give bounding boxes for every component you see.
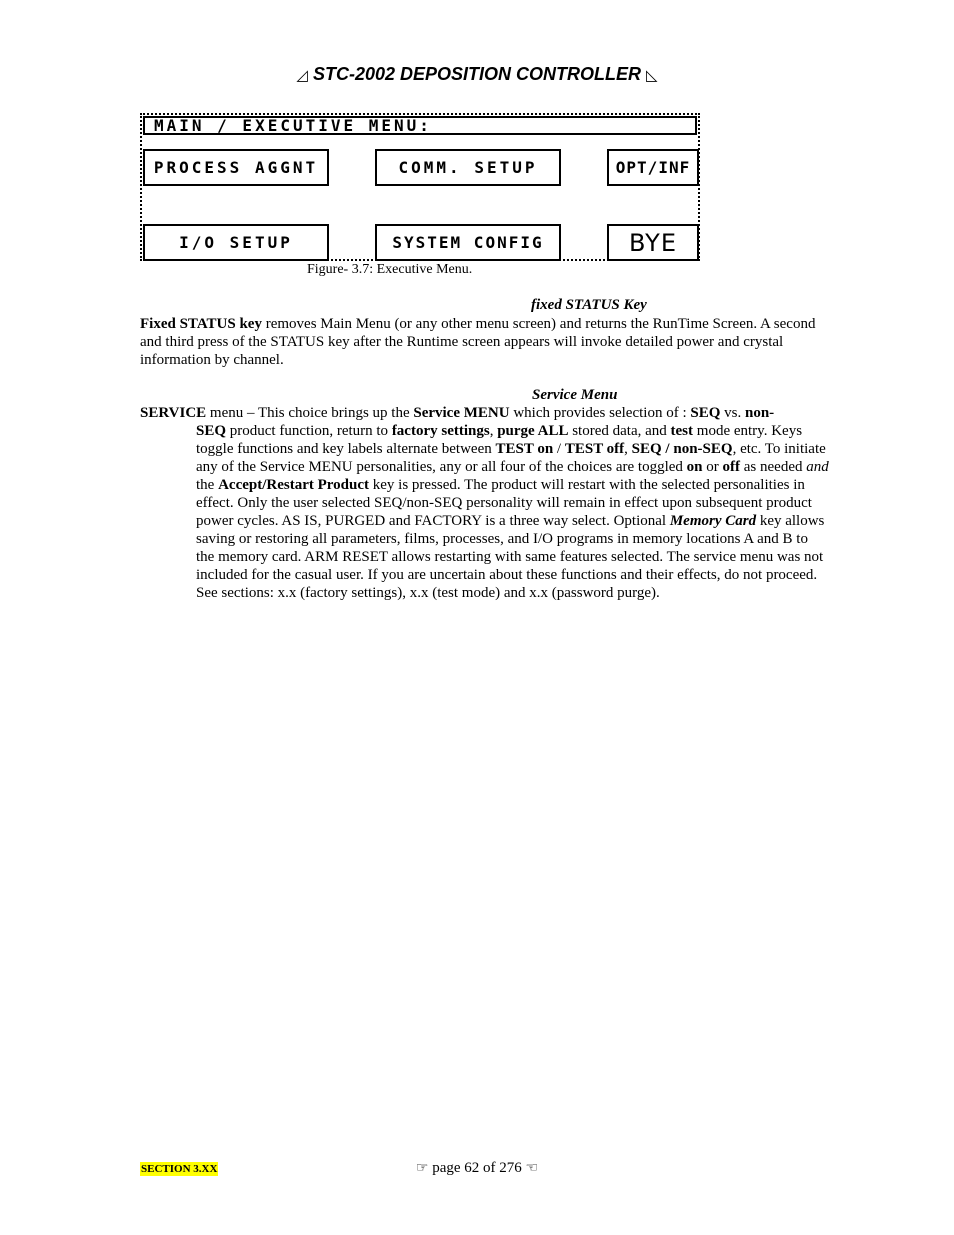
lcd-menu-title: MAIN / EXECUTIVE MENU: — [154, 116, 432, 135]
service-text: which provides selection of : — [509, 405, 691, 421]
service-term: on — [686, 459, 703, 475]
service-term: TEST on — [495, 441, 554, 457]
io-setup-button[interactable] — [143, 224, 329, 261]
bye-label: BYE — [629, 228, 677, 257]
process-aggnt-label: PROCESS AGGNT — [153, 157, 319, 177]
comm-setup-button[interactable] — [375, 149, 561, 186]
bye-button[interactable] — [607, 224, 699, 261]
right-decoration-icon: ◺ — [646, 67, 658, 84]
system-config-button[interactable] — [375, 224, 561, 261]
opt-inf-button[interactable] — [607, 149, 699, 186]
figure-caption: Figure- 3.7: Executive Menu. — [307, 262, 473, 277]
service-emphasis: and — [806, 459, 829, 475]
service-text: mode entry. Keys toggle functions and key labels alternate between — [196, 423, 803, 457]
executive-menu-figure — [140, 113, 700, 261]
document-header — [0, 64, 954, 85]
service-text: , etc. To initiate any of the Service MENU personalities, any or all four of the choices are toggled — [196, 441, 826, 475]
io-setup-label: I/O SETUP — [179, 232, 293, 252]
page-number-text: page 62 of 276 — [432, 1160, 522, 1176]
fixed-status-lead: Fixed STATUS key — [140, 316, 262, 332]
service-term: test — [670, 423, 694, 439]
service-text: , — [489, 423, 498, 439]
service-term: factory settings — [391, 423, 490, 439]
system-config-label: SYSTEM CONFIG — [392, 232, 544, 252]
service-term: SEQ / non-SEQ — [631, 441, 733, 457]
service-term: SEQ — [196, 423, 227, 439]
service-text: , — [624, 441, 632, 457]
fixed-status-key-heading: fixed STATUS Key — [531, 297, 647, 313]
service-term: off — [722, 459, 741, 475]
service-first-line — [140, 405, 774, 421]
service-text: key allows saving or restoring all parameters, films, processes, and I/O programs in memory locations A and B to the memory card. ARM RESET allows restarting with same features selected. The service menu was not included for the casual user. If you are uncertain about these functions and their effects, do not proceed. See sections: x.x (factory settings), x.x (test mode) and x.x (password purge). — [196, 513, 825, 601]
comm-setup-label: COMM. SETUP — [398, 157, 538, 177]
service-emphasis: Memory Card — [669, 513, 757, 529]
left-decoration-icon: ◿ — [296, 67, 308, 84]
fixed-status-text: removes Main Menu (or any other menu screen) and returns the RunTime Screen. A second and third press of the STATUS key after the Runtime screen appears will invoke detailed power and crystal information by channel. — [140, 316, 816, 368]
service-indented-body — [196, 422, 830, 602]
page-number — [0, 1160, 954, 1177]
pointing-left-hand-icon: ☜ — [525, 1160, 539, 1176]
service-lead: SERVICE — [140, 405, 207, 421]
service-text: menu – This choice brings up the — [206, 405, 414, 421]
service-term: non- — [744, 405, 775, 421]
service-menu-paragraph — [140, 404, 830, 602]
section-label: SECTION 3.XX — [141, 1163, 218, 1175]
service-menu-heading: Service Menu — [532, 387, 618, 403]
opt-inf-label: OPT/INF — [615, 157, 691, 177]
service-term: TEST off — [564, 441, 625, 457]
service-text: / — [553, 441, 565, 457]
service-term: Service MENU — [413, 405, 510, 421]
process-aggnt-button[interactable] — [143, 149, 329, 186]
header-title: STC-2002 DEPOSITION CONTROLLER — [312, 64, 642, 84]
lcd-menu-title-bar — [143, 116, 697, 135]
service-term: purge ALL — [497, 423, 569, 439]
service-term: SEQ — [690, 405, 721, 421]
service-text: or — [702, 459, 723, 475]
service-text: product function, return to — [226, 423, 392, 439]
service-text: key is pressed. The product will restart with the selected personalities in effect. Only the user selected SEQ/non-SEQ personality will remain in effect upon subsequent product power cycles. AS IS, PURGED and FACTORY is a three way select. Optional — [196, 477, 812, 529]
service-text: as needed — [740, 459, 807, 475]
service-text: vs. — [720, 405, 745, 421]
service-text: the — [196, 477, 219, 493]
fixed-status-paragraph — [140, 315, 830, 369]
service-term: Accept/Restart Product — [218, 477, 370, 493]
pointing-right-hand-icon: ☞ — [415, 1160, 429, 1176]
service-text: stored data, and — [568, 423, 671, 439]
